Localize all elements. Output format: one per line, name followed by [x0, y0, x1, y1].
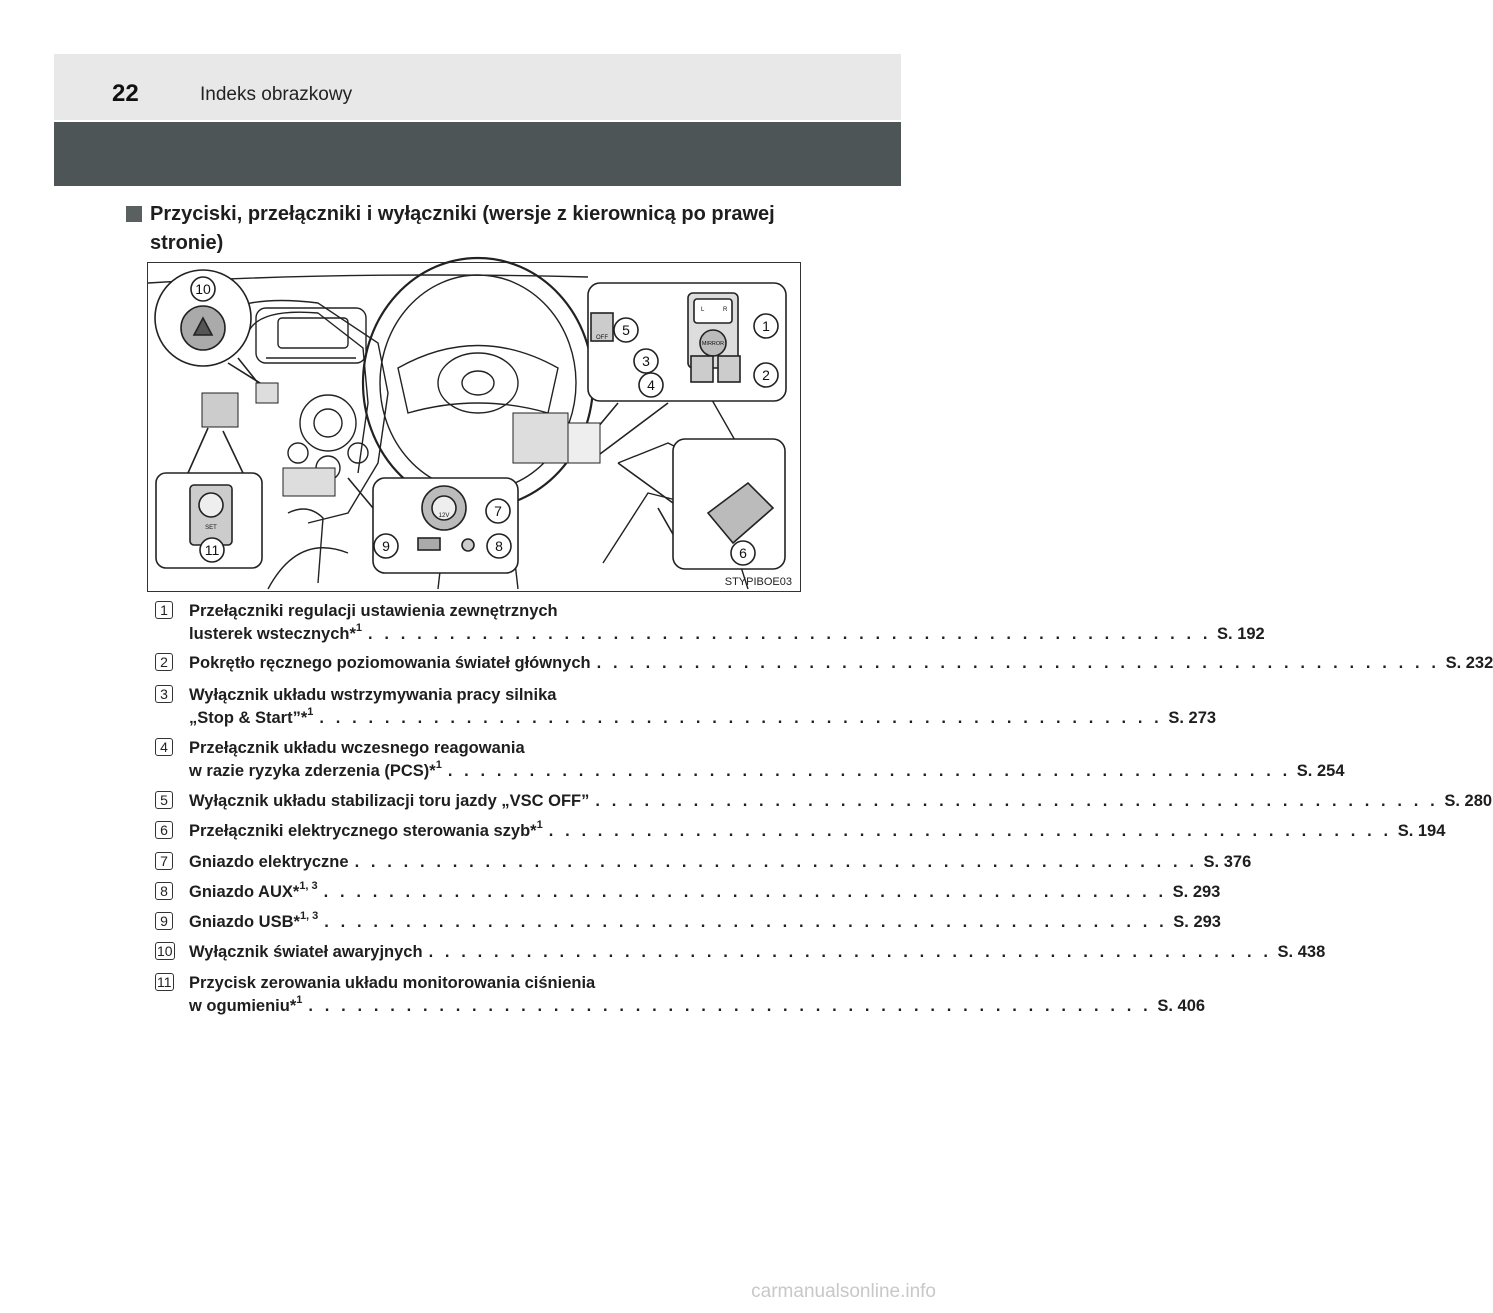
dot-leader: . . . . . . . . . . . . . . . . . . . . . . . . . . . . . . . . . . . . . . . . . . . . . . . . . . . .	[548, 822, 1392, 840]
item-text: Wyłącznik układu wstrzymywania pracy silnika	[189, 686, 557, 704]
item-number: 1	[155, 601, 173, 619]
item-number: 10	[157, 943, 173, 959]
item-number: 6	[155, 821, 173, 839]
section-bullet-icon	[126, 206, 142, 222]
section-banner	[54, 122, 901, 186]
footnote-ref: 1	[307, 705, 314, 718]
footnote-ref: 1	[355, 621, 363, 634]
item-text: Przełączniki regulacji ustawienia zewnętrznych	[189, 602, 558, 620]
item-text: Przełącznik układu wczesnego reagowania	[189, 739, 525, 757]
item-text: Pokrętło ręcznego poziomowania świateł głównych	[189, 654, 591, 672]
item-number: 8	[155, 882, 173, 900]
page-ref[interactable]: S. 293	[1172, 883, 1221, 901]
footnote-ref: 1, 3	[299, 879, 318, 892]
dashboard-drawing	[148, 263, 799, 590]
page-ref[interactable]: S. 406	[1157, 997, 1206, 1015]
item-text: Przełączniki elektrycznego sterowania szyb*	[189, 822, 537, 840]
item-text-cont: w ogumieniu*	[189, 997, 297, 1015]
callout-6-label: 6	[739, 545, 747, 561]
item-text-cont: lusterek wstecznych*	[189, 625, 356, 643]
dot-leader: . . . . . . . . . . . . . . . . . . . . . . . . . . . . . . . . . . . . . . . . . . . . . . . . . . . .	[319, 709, 1163, 727]
item-text-cont: w razie ryzyka zderzenia (PCS)*	[189, 762, 436, 780]
callout-5-label: 5	[622, 322, 630, 338]
footnote-ref: 1	[536, 818, 543, 831]
dot-leader: . . . . . . . . . . . . . . . . . . . . . . . . . . . . . . . . . . . . . . . . . . . . . . . . . . . .	[308, 997, 1152, 1015]
item-text: Wyłącznik układu stabilizacji toru jazdy „VSC OFF”	[189, 792, 590, 810]
footnote-ref: 1, 3	[299, 909, 319, 922]
item-text: Przycisk zerowania układu monitorowania ciśnienia	[189, 974, 596, 992]
item-number: 5	[155, 791, 173, 809]
callout-4-label: 4	[647, 377, 655, 393]
mirror-r-text: R	[723, 307, 728, 313]
callout-9-label: 9	[382, 538, 390, 554]
dashboard-illustration	[147, 262, 801, 592]
watermark-text: carmanualsonline.info	[751, 1281, 936, 1302]
page-ref[interactable]: S. 254	[1296, 762, 1345, 780]
item-text: Gniazdo USB*	[189, 913, 300, 931]
page-ref[interactable]: S. 293	[1173, 913, 1221, 931]
dot-leader: . . . . . . . . . . . . . . . . . . . . . . . . . . . . . . . . . . . . . . . . . . . . . . . . . . . .	[323, 883, 1167, 901]
dot-leader: . . . . . . . . . . . . . . . . . . . . . . . . . . . . . . . . . . . . . . . . . . . . . . . . . . . .	[428, 943, 1272, 961]
footnote-ref: 1	[296, 993, 303, 1006]
page-ref[interactable]: S. 273	[1168, 709, 1217, 727]
item-number: 4	[155, 738, 173, 756]
tpms-set-text: SET	[205, 525, 217, 531]
item-text: Gniazdo elektryczne	[189, 853, 349, 871]
page-ref[interactable]: S. 376	[1203, 853, 1252, 871]
section-title: Przyciski, przełączniki i wyłączniki (wersje z kierownicą po prawej stronie)	[150, 203, 775, 254]
item-text-cont: „Stop & Start”*	[189, 709, 308, 727]
header-band	[54, 54, 901, 120]
item-number: 2	[155, 653, 173, 671]
dot-leader: . . . . . . . . . . . . . . . . . . . . . . . . . . . . . . . . . . . . . . . . . . . . . . . . . . . .	[324, 913, 1168, 931]
item-number: 11	[157, 974, 172, 990]
callout-2-label: 2	[762, 367, 770, 383]
item-number: 9	[155, 912, 173, 930]
dot-leader: . . . . . . . . . . . . . . . . . . . . . . . . . . . . . . . . . . . . . . . . . . . . . . . . . . . .	[354, 853, 1198, 871]
item-number: 7	[155, 852, 173, 870]
item-text: Gniazdo AUX*	[189, 883, 300, 901]
page-number: 22	[112, 80, 139, 107]
figure-code: STYPIBOE03	[724, 576, 792, 588]
callout-7-label: 7	[494, 503, 502, 519]
mirror-text: MIRROR	[701, 341, 725, 347]
dot-leader: . . . . . . . . . . . . . . . . . . . . . . . . . . . . . . . . . . . . . . . . . . . . . . . . . . . .	[595, 792, 1439, 810]
page-ref[interactable]: S. 194	[1397, 822, 1446, 840]
dot-leader: . . . . . . . . . . . . . . . . . . . . . . . . . . . . . . . . . . . . . . . . . . . . . . . . . . . .	[368, 625, 1212, 643]
item-number: 3	[155, 685, 173, 703]
item-text: Wyłącznik świateł awaryjnych	[189, 943, 423, 961]
socket-12v-text: 12V	[438, 513, 450, 519]
callout-11-label: 11	[204, 542, 220, 558]
dot-leader: . . . . . . . . . . . . . . . . . . . . . . . . . . . . . . . . . . . . . . . . . . . . . . . . . . . .	[596, 654, 1440, 672]
callout-3-label: 3	[642, 353, 650, 369]
dot-leader: . . . . . . . . . . . . . . . . . . . . . . . . . . . . . . . . . . . . . . . . . . . . . . . . . . . .	[447, 762, 1291, 780]
callout-10-label: 10	[195, 281, 211, 297]
page-ref[interactable]: S. 280	[1444, 792, 1493, 810]
page-ref[interactable]: S. 192	[1217, 625, 1265, 643]
callout-1-label: 1	[762, 318, 770, 334]
header-title: Indeks obrazkowy	[200, 84, 353, 105]
page-ref[interactable]: S. 438	[1277, 943, 1326, 961]
page-ref[interactable]: S. 232	[1445, 654, 1493, 672]
mirror-l-text: L	[701, 307, 705, 313]
vsc-off-text: OFF	[596, 335, 608, 341]
footnote-ref: 1	[435, 758, 442, 771]
callout-8-label: 8	[495, 538, 503, 554]
